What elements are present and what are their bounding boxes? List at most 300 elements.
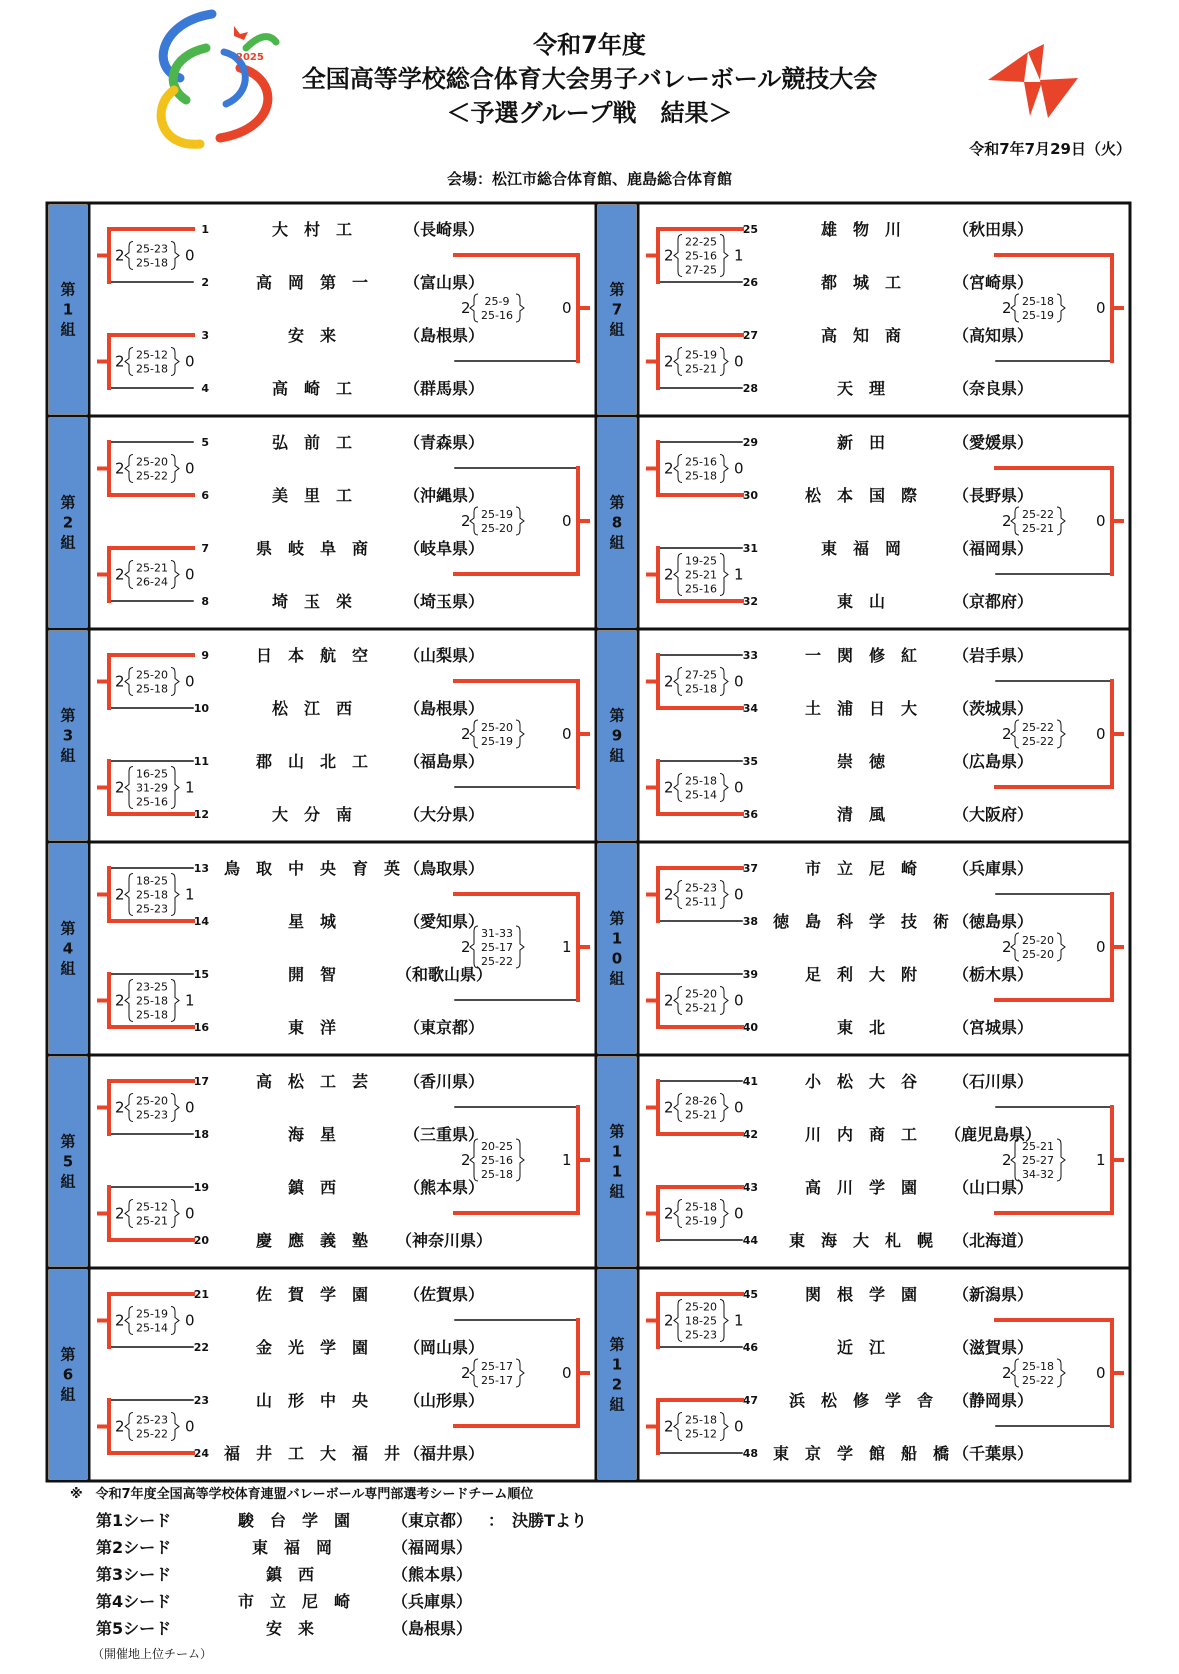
group-label-char: 組	[609, 533, 625, 552]
brace	[516, 507, 524, 535]
set-score-right: 0	[185, 352, 195, 371]
game-score: 25-19	[685, 1214, 717, 1228]
game-score: 25-19	[685, 348, 717, 362]
brace	[674, 987, 682, 1015]
team-name: 海 星	[287, 1125, 337, 1144]
set-score-left: 2	[461, 1151, 471, 1169]
set-score-right: 0	[185, 565, 195, 584]
seed-number: 6	[201, 489, 209, 502]
team-name: 東 京 学 館 船 橋	[772, 1444, 950, 1463]
team-prefecture: （熊本県）	[403, 1178, 485, 1197]
group-label-char: 組	[609, 1395, 625, 1414]
game-score: 25-16	[685, 582, 717, 596]
seed-number: 17	[193, 1075, 209, 1088]
set-score-right: 0	[185, 672, 195, 691]
team-prefecture: （神奈川県）	[395, 1231, 493, 1250]
seed-number: 48	[742, 1447, 758, 1460]
team-name: 埼 玉 栄	[271, 592, 353, 611]
set-score-right: 0	[185, 1417, 195, 1436]
seed-team: 駿 台 学 園	[238, 1511, 351, 1530]
team-prefecture: （高知県）	[952, 326, 1034, 345]
brace	[125, 348, 133, 376]
seed-rank: 第3シード	[96, 1565, 172, 1584]
group-label-char: 組	[60, 746, 76, 765]
brace	[674, 881, 682, 909]
seed-number: 2	[201, 276, 209, 289]
game-score: 20-25	[481, 1140, 513, 1153]
brace	[674, 348, 682, 376]
game-score: 25-20	[481, 721, 513, 734]
brace	[720, 1094, 728, 1122]
group-header	[598, 1057, 636, 1266]
group-label-char: 第	[60, 1345, 76, 1364]
seed-footer	[70, 1483, 587, 1662]
set-score-right: 0	[1096, 512, 1106, 530]
team-prefecture: （長崎県）	[403, 220, 485, 239]
team-prefecture: （岩手県）	[952, 646, 1034, 665]
game-score: 25-23	[136, 902, 168, 916]
brace	[171, 668, 179, 696]
set-score-left: 2	[1002, 1151, 1012, 1169]
group-label-char: 8	[611, 513, 623, 532]
brace	[674, 1094, 682, 1122]
set-score-right: 0	[734, 885, 744, 904]
brace	[125, 1413, 133, 1441]
group-label-char: 1	[611, 929, 623, 948]
brace	[1011, 720, 1019, 748]
team-prefecture: （群馬県）	[403, 379, 485, 398]
brace	[1057, 933, 1065, 961]
seed-row	[96, 1616, 533, 1643]
brace	[171, 980, 179, 1022]
set-score-right: 1	[1096, 1151, 1106, 1169]
team-prefecture: （兵庫県）	[952, 859, 1034, 878]
set-score-left: 2	[461, 299, 471, 317]
seed-pref: （兵庫県）	[392, 1592, 473, 1611]
brace	[674, 554, 682, 596]
set-score-left: 2	[115, 459, 125, 478]
team-name: 新 田	[836, 433, 886, 452]
set-score-right: 1	[185, 885, 195, 904]
set-score-left: 2	[115, 1311, 125, 1330]
group-header	[598, 844, 636, 1053]
game-score: 27-25	[685, 668, 717, 682]
set-score-right: 0	[562, 512, 572, 530]
game-score: 18-25	[685, 1314, 717, 1328]
team-name: 清 風	[836, 805, 886, 824]
game-score: 25-18	[136, 362, 168, 376]
seed-team: 鎮 西	[266, 1565, 315, 1584]
team-prefecture: （宮城県）	[952, 1018, 1034, 1037]
team-name: 高 松 工 芸	[255, 1072, 369, 1091]
team-name: 鎮 西	[287, 1178, 337, 1197]
team-prefecture: （福井県）	[403, 1444, 485, 1463]
game-score: 25-22	[1022, 721, 1054, 734]
set-score-right: 0	[734, 991, 744, 1010]
set-score-right: 0	[562, 299, 572, 317]
team-name: 開 智	[287, 965, 337, 984]
seed-row	[96, 1562, 533, 1589]
game-score: 16-25	[136, 767, 168, 781]
game-score: 25-21	[136, 561, 168, 575]
seed-number: 42	[742, 1128, 758, 1141]
set-score-left: 2	[664, 885, 674, 904]
set-score-left: 2	[664, 1204, 674, 1223]
brace	[1057, 507, 1065, 535]
team-prefecture: （沖縄県）	[403, 486, 485, 505]
team-prefecture: （愛媛県）	[952, 433, 1034, 452]
brace	[516, 926, 524, 968]
team-prefecture: （大分県）	[403, 805, 485, 824]
team-prefecture: （千葉県）	[952, 1444, 1034, 1463]
seed-number: 26	[742, 276, 758, 289]
set-score-left: 2	[664, 1417, 674, 1436]
brace	[125, 1094, 133, 1122]
seed-number: 3	[201, 329, 209, 342]
game-score: 25-18	[136, 994, 168, 1008]
team-name: 足 利 大 附	[804, 965, 918, 984]
set-score-left: 2	[664, 1311, 674, 1330]
brace	[674, 774, 682, 802]
brace	[171, 1413, 179, 1441]
seed-number: 40	[742, 1021, 758, 1034]
game-score: 25-18	[136, 1008, 168, 1022]
seed-number: 23	[193, 1394, 209, 1407]
set-score-left: 2	[664, 672, 674, 691]
brace	[720, 774, 728, 802]
group-label-char: 組	[60, 320, 76, 339]
brace	[1011, 1139, 1019, 1181]
set-score-right: 1	[185, 778, 195, 797]
team-name: 大 分 南	[271, 805, 353, 824]
team-name: 徳 島 科 学 技 術	[772, 912, 950, 931]
game-score: 23-25	[136, 980, 168, 994]
team-name: 雄 物 川	[820, 220, 902, 239]
brace	[1057, 720, 1065, 748]
game-score: 25-16	[685, 249, 717, 263]
group-label-char: 6	[62, 1365, 74, 1384]
game-score: 25-17	[481, 941, 513, 954]
team-prefecture: （長野県）	[952, 486, 1034, 505]
brace	[125, 561, 133, 589]
brace	[171, 455, 179, 483]
team-prefecture: （新潟県）	[952, 1285, 1034, 1304]
team-name: 県 岐 阜 商	[255, 539, 369, 558]
team-name: 佐 賀 学 園	[255, 1285, 369, 1304]
game-score: 25-22	[136, 1427, 168, 1441]
brace	[171, 874, 179, 916]
game-score: 26-24	[136, 575, 168, 589]
set-score-left: 2	[664, 246, 674, 265]
team-name: 美 里 工	[271, 486, 353, 505]
title-sub: ＜予選グループ戦 結果＞	[446, 99, 733, 127]
group-label-char: 第	[609, 706, 625, 725]
team-prefecture: （石川県）	[952, 1072, 1034, 1091]
logo-year: 2025	[236, 52, 264, 63]
team-prefecture: （愛知県）	[403, 912, 485, 931]
seed-number: 12	[193, 808, 209, 821]
seed-number: 14	[193, 915, 209, 928]
seed-number: 18	[193, 1128, 209, 1141]
team-prefecture: （埼玉県）	[403, 592, 485, 611]
game-score: 25-20	[136, 1094, 168, 1108]
team-prefecture: （京都府）	[952, 592, 1034, 611]
brace	[1011, 507, 1019, 535]
team-name: 関 根 学 園	[804, 1285, 918, 1304]
game-score: 25-20	[136, 455, 168, 469]
seed-note: ※ 令和7年度全国高等学校体育連盟バレーボール専門部選考シードチーム順位	[70, 1487, 534, 1502]
set-score-left: 2	[115, 885, 125, 904]
team-name: 土 浦 日 大	[804, 699, 918, 718]
set-score-right: 1	[734, 565, 744, 584]
team-name: 東 北	[836, 1018, 886, 1037]
team-name: 高 知 商	[820, 326, 902, 345]
set-score-right: 0	[185, 1098, 195, 1117]
seed-number: 4	[201, 382, 209, 395]
seed-number: 16	[193, 1021, 209, 1034]
seed-pref: （熊本県）	[392, 1565, 473, 1584]
set-score-left: 2	[115, 352, 125, 371]
game-score: 25-18	[1022, 295, 1054, 308]
team-prefecture: （岡山県）	[403, 1338, 485, 1357]
game-score: 25-16	[136, 795, 168, 809]
brace	[1011, 1359, 1019, 1387]
team-name: 松 本 国 際	[804, 486, 918, 505]
game-score: 25-20	[481, 522, 513, 535]
set-score-left: 2	[1002, 938, 1012, 956]
seed-number: 37	[742, 862, 758, 875]
seed-number: 31	[742, 542, 758, 555]
team-prefecture: （鹿児島県）	[944, 1125, 1042, 1144]
group-label-char: 組	[60, 1385, 76, 1404]
seed-rank: 第2シード	[96, 1538, 172, 1557]
team-name: 東 福 岡	[820, 539, 902, 558]
game-score: 25-20	[1022, 934, 1054, 947]
game-score: 31-33	[481, 927, 513, 940]
brace	[1057, 1139, 1065, 1181]
game-score: 25-14	[136, 1321, 168, 1335]
title-year: 令和7年度	[533, 31, 646, 59]
seed-team: 東 福 岡	[252, 1538, 333, 1557]
seed-number: 38	[742, 915, 758, 928]
game-score: 34-32	[1022, 1168, 1054, 1181]
set-score-left: 2	[115, 1098, 125, 1117]
group-label-char: 3	[62, 726, 74, 745]
game-score: 25-18	[685, 469, 717, 483]
game-score: 25-17	[481, 1360, 513, 1373]
host-note: （開催地上位チーム）	[92, 1647, 213, 1661]
brace	[720, 1413, 728, 1441]
brace	[171, 767, 179, 809]
set-score-left: 2	[115, 246, 125, 265]
seed-number: 8	[201, 595, 209, 608]
brace	[720, 1300, 728, 1342]
game-score: 25-22	[1022, 508, 1054, 521]
game-score: 25-23	[685, 881, 717, 895]
team-name: 市 立 尼 崎	[804, 859, 918, 878]
brace	[720, 554, 728, 596]
team-prefecture: （佐賀県）	[403, 1285, 485, 1304]
game-score: 25-21	[685, 1108, 717, 1122]
team-prefecture: （島根県）	[403, 326, 485, 345]
game-score: 25-23	[685, 1328, 717, 1342]
team-name: 日 本 航 空	[255, 646, 369, 665]
set-score-left: 2	[664, 352, 674, 371]
group-label-char: 第	[609, 280, 625, 299]
brace	[125, 980, 133, 1022]
game-score: 25-21	[685, 1001, 717, 1015]
brace	[470, 507, 478, 535]
group-label-char: 第	[609, 1335, 625, 1354]
brace	[125, 874, 133, 916]
set-score-right: 0	[734, 459, 744, 478]
set-score-right: 1	[734, 246, 744, 265]
team-prefecture: （山口県）	[952, 1178, 1034, 1197]
seed-number: 15	[193, 968, 209, 981]
team-prefecture: （鳥取県）	[403, 859, 485, 878]
brace	[674, 1413, 682, 1441]
game-score: 25-22	[136, 469, 168, 483]
game-score: 25-20	[136, 668, 168, 682]
group-label-char: 組	[609, 969, 625, 988]
seed-rank: 第1シード	[96, 1511, 172, 1530]
set-score-right: 1	[562, 938, 572, 956]
team-prefecture: （岐阜県）	[403, 539, 485, 558]
set-score-right: 0	[1096, 938, 1106, 956]
game-score: 25-18	[685, 1200, 717, 1214]
team-prefecture: （宮崎県）	[952, 273, 1034, 292]
seed-row	[96, 1535, 533, 1562]
brace	[1011, 933, 1019, 961]
team-prefecture: （栃木県）	[952, 965, 1034, 984]
team-name: 安 来	[287, 326, 337, 345]
venue: 会場：松江市総合体育館、鹿島総合体育館	[446, 170, 732, 188]
team-name: 大 村 工	[271, 220, 353, 239]
game-score: 25-19	[1022, 309, 1054, 322]
game-score: 25-12	[136, 1200, 168, 1214]
seed-number: 32	[742, 595, 758, 608]
set-score-right: 1	[562, 1151, 572, 1169]
brace	[720, 987, 728, 1015]
set-score-left: 2	[115, 1417, 125, 1436]
brace	[125, 455, 133, 483]
group-label-char: 第	[609, 909, 625, 928]
game-score: 25-22	[1022, 1374, 1054, 1387]
seed-number: 46	[742, 1341, 758, 1354]
event-date: 令和7年7月29日（火）	[969, 140, 1131, 158]
game-score: 25-20	[1022, 948, 1054, 961]
seed-number: 22	[193, 1341, 209, 1354]
brace	[720, 455, 728, 483]
team-prefecture: （北海道）	[952, 1231, 1034, 1250]
title-main: 全国高等学校総合体育大会男子バレーボール競技大会	[301, 65, 878, 93]
seed-team: 市 立 尼 崎	[238, 1592, 351, 1611]
seed-number: 29	[742, 436, 758, 449]
group-label-char: 組	[60, 1172, 76, 1191]
game-score: 25-20	[685, 987, 717, 1001]
game-score: 25-14	[685, 788, 717, 802]
brace	[171, 561, 179, 589]
group-label-char: 4	[62, 939, 74, 958]
brace	[470, 1359, 478, 1387]
group-label-char: 1	[611, 1162, 623, 1181]
set-score-right: 0	[185, 1311, 195, 1330]
brace	[516, 1139, 524, 1181]
seed-number: 34	[742, 702, 758, 715]
team-prefecture: （静岡県）	[952, 1391, 1034, 1410]
team-prefecture: （広島県）	[952, 752, 1034, 771]
seed-number: 11	[193, 755, 209, 768]
game-score: 25-21	[1022, 1140, 1054, 1153]
team-prefecture: （富山県）	[403, 273, 485, 292]
game-score: 18-25	[136, 874, 168, 888]
group-label-char: 第	[60, 706, 76, 725]
brace	[720, 668, 728, 696]
game-score: 25-12	[685, 1427, 717, 1441]
team-name: 都 城 工	[820, 273, 902, 292]
brace	[674, 1300, 682, 1342]
team-prefecture: （三重県）	[403, 1125, 485, 1144]
game-score: 19-25	[685, 554, 717, 568]
game-score: 25-18	[685, 682, 717, 696]
group-label-char: 第	[60, 1132, 76, 1151]
set-score-right: 0	[1096, 1364, 1106, 1382]
seed-number: 44	[742, 1234, 758, 1247]
team-name: 浜 松 修 学 舎	[788, 1391, 934, 1410]
game-score: 25-18	[685, 1413, 717, 1427]
set-score-right: 0	[734, 1098, 744, 1117]
team-name: 崇 徳	[836, 752, 886, 771]
set-score-right: 1	[185, 991, 195, 1010]
seed-number: 5	[201, 436, 209, 449]
group-label-char: 第	[60, 493, 76, 512]
set-score-right: 0	[734, 1417, 744, 1436]
game-score: 25-9	[484, 295, 510, 308]
game-score: 28-26	[685, 1094, 717, 1108]
seed-row	[96, 1508, 587, 1535]
team-prefecture: （秋田県）	[952, 220, 1034, 239]
set-score-left: 2	[1002, 512, 1012, 530]
seed-number: 9	[201, 649, 209, 662]
game-score: 25-20	[685, 1300, 717, 1314]
game-score: 25-19	[481, 735, 513, 748]
seed-number: 7	[201, 542, 209, 555]
set-score-left: 2	[461, 725, 471, 743]
team-name: 福 井 工 大 福 井	[223, 1444, 401, 1463]
team-name: 天 理	[836, 379, 886, 398]
game-score: 25-18	[1022, 1360, 1054, 1373]
game-score: 25-23	[136, 1108, 168, 1122]
seed-team: 安 来	[266, 1619, 315, 1638]
brace	[516, 294, 524, 322]
team-name: 星 城	[287, 912, 337, 931]
set-score-right: 0	[734, 672, 744, 691]
brace	[125, 1307, 133, 1335]
game-score: 25-16	[481, 1154, 513, 1167]
brace	[125, 242, 133, 270]
game-score: 25-17	[481, 1374, 513, 1387]
team-prefecture: （滋賀県）	[952, 1338, 1034, 1357]
game-score: 22-25	[685, 235, 717, 249]
set-score-left: 2	[664, 778, 674, 797]
brace	[516, 1359, 524, 1387]
seed-pref: （島根県）	[392, 1619, 473, 1638]
team-name: 金 光 学 園	[255, 1338, 369, 1357]
game-score: 25-21	[685, 568, 717, 582]
set-score-left: 2	[461, 512, 471, 530]
seed-number: 27	[742, 329, 758, 342]
set-score-left: 2	[115, 778, 125, 797]
